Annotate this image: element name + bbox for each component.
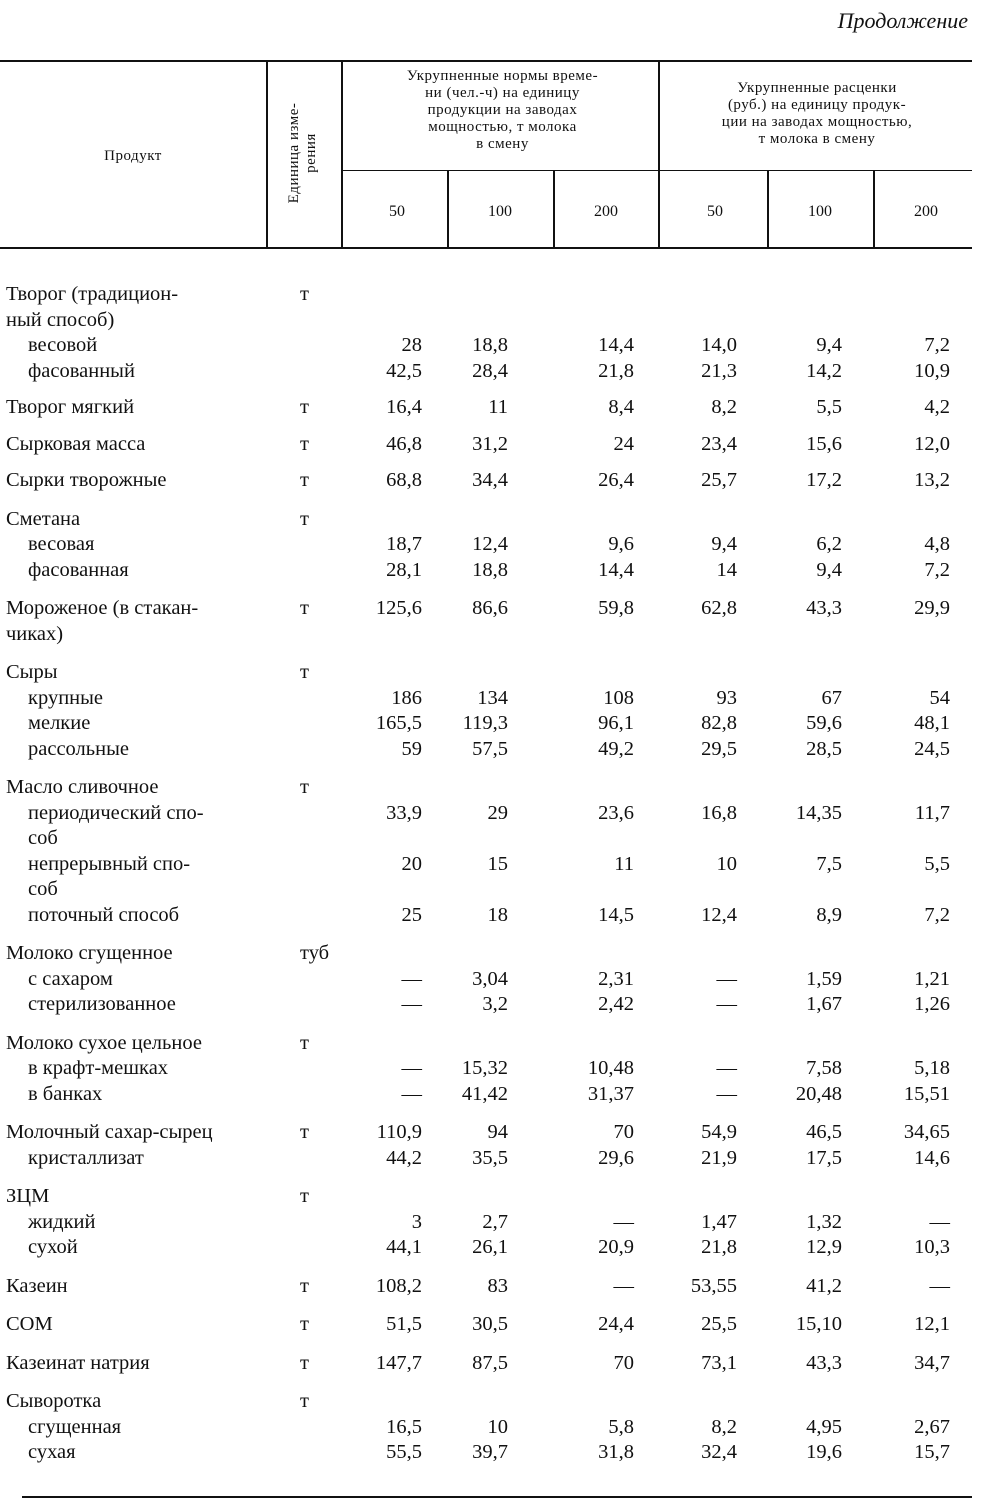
value-cell: 31,8 [598,1441,634,1463]
col-header-time-50: 50 [389,203,405,220]
value-cell: 44,2 [386,1146,422,1169]
row-line [0,1082,992,1108]
product-name: в крафт-мешках [28,1057,169,1079]
value-cell: — [401,1057,422,1079]
table-row [0,941,992,1018]
value-cell: 31,2 [472,432,508,455]
product-name: поточный способ [28,903,180,926]
value-cell: 147,7 [375,1351,422,1374]
product-name: сухая [28,1441,76,1463]
product-name: в банках [28,1082,103,1105]
value-cell: 39,7 [472,1441,508,1463]
product-name: сгущенная [28,1415,122,1438]
value-cell: 53,55 [690,1274,737,1297]
value-cell: 7,58 [806,1057,842,1079]
value-cell: 3,04 [472,967,508,990]
unit-cell: туб [300,942,330,964]
value-cell: 83 [487,1274,508,1297]
value-cell: 3 [411,1210,422,1233]
unit-cell: т [300,1274,309,1297]
value-cell: — [401,993,422,1015]
value-cell: 31,37 [587,1082,634,1105]
value-cell: 15,10 [795,1313,842,1335]
row-line [0,1056,992,1082]
value-cell: 16,4 [386,396,422,418]
value-cell: 67 [821,686,842,709]
unit-cell: т [300,776,309,798]
row-line [0,967,992,993]
value-cell: 14,4 [598,558,634,581]
value-cell: 14,5 [598,903,634,926]
value-cell: 2,7 [482,1210,508,1233]
unit-header [263,60,343,245]
value-cell: 3,2 [482,993,508,1015]
value-cell: — [613,1210,634,1233]
product-name: Сыворотка [6,1390,102,1412]
table-row [0,660,992,762]
value-cell: 8,4 [608,396,634,418]
product-name: Сырковая масса [6,432,146,455]
table-row [0,1184,992,1261]
row-line [0,359,992,385]
unit-cell: т [300,432,309,455]
value-cell: 32,4 [701,1441,737,1463]
value-cell: 15,51 [903,1082,950,1105]
group-time-norms-header: Укрупненные нормы време- ни (чел.-ч) на единицу продукции на заводах мощностью, т молока в смену [406,68,599,152]
product-name: крупные [28,686,104,709]
value-cell: 28 [401,334,422,356]
value-cell: 10,9 [914,359,950,382]
row-line [0,558,992,584]
value-cell: 5,18 [914,1057,950,1079]
table-row [0,1351,992,1377]
value-cell: — [613,1274,634,1297]
row-line [0,1210,992,1236]
header-bottom-rule [0,247,972,249]
table-bottom-rule [22,1496,972,1498]
unit-cell: т [300,661,309,683]
continuation-label: Продолжение [837,8,968,33]
unit-cell: т [300,1121,309,1143]
row-line [0,686,992,712]
col-divider-4 [767,170,769,248]
value-cell: 70 [613,1121,634,1143]
unit-cell: т [300,1351,309,1374]
value-cell: 16,5 [386,1415,422,1438]
value-cell: 49,2 [598,737,634,760]
row-line [0,1312,992,1338]
value-cell: 4,95 [806,1415,842,1438]
value-cell: 26,1 [472,1236,508,1258]
value-cell: 87,5 [472,1351,508,1374]
group-rates-header: Укрупненные расценки (руб.) на единицу продук- ции на заводах мощностью, т молока в смену [721,80,913,147]
value-cell: 10,48 [587,1057,634,1079]
value-cell: 11,7 [914,801,950,824]
value-cell: 25,7 [701,469,737,491]
value-cell: 15,32 [461,1057,508,1079]
table-body [0,270,992,1466]
product-name: ЗЦМ [6,1185,50,1207]
value-cell: 14,6 [914,1146,950,1169]
value-cell: 7,2 [924,558,950,581]
table-row [0,1120,992,1171]
row-line [0,282,992,308]
row-line [0,941,992,967]
product-name: стерилизованное [28,993,176,1015]
value-cell: 5,5 [924,852,950,875]
value-cell: 2,42 [598,993,634,1015]
value-cell: 10,3 [914,1236,950,1258]
unit-cell: т [300,507,309,530]
product-name: Сыры [6,661,58,683]
value-cell: 68,8 [386,469,422,491]
product-name: кристаллизат [28,1146,144,1169]
product-name: Казеин [6,1274,68,1297]
product-name: Творог мягкий [6,396,135,418]
row-line [0,1031,992,1057]
value-cell: — [929,1274,950,1297]
product-name: Масло сливочное [6,776,159,798]
table-row [0,395,992,421]
value-cell: 24,4 [598,1313,634,1335]
value-cell: 44,1 [386,1236,422,1258]
col-divider-groups [658,60,660,248]
value-cell: 28,5 [806,737,842,760]
row-line [0,468,992,494]
product-name: с сахаром [28,967,113,990]
value-cell: 25,5 [701,1313,737,1335]
table-row [0,468,992,494]
value-cell: 35,5 [472,1146,508,1169]
value-cell: 59,8 [598,597,634,619]
value-cell: 34,65 [903,1121,950,1143]
unit-cell: т [300,396,309,418]
table-row [0,1274,992,1300]
product-name: фасованная [28,558,129,581]
value-cell: 7,5 [816,852,842,875]
value-cell: 2,67 [914,1415,950,1438]
row-line [0,1389,992,1415]
col-header-time-200: 200 [594,203,618,220]
value-cell: 34,4 [472,469,508,491]
product-header: Продукт [104,148,162,164]
value-cell: 70 [613,1351,634,1374]
product-name: сухой [28,1236,78,1258]
value-cell: 59 [401,737,422,760]
unit-cell: т [300,1185,309,1207]
product-name: Сметана [6,507,81,530]
value-cell: 21,3 [701,359,737,382]
value-cell: 43,3 [806,1351,842,1374]
product-name: периодический спо- [28,801,204,824]
value-cell: 26,4 [598,469,634,491]
row-line [0,903,992,929]
value-cell: 9,4 [711,533,737,555]
product-name: СОМ [6,1313,53,1335]
unit-cell: т [300,283,309,305]
value-cell: 73,1 [701,1351,737,1374]
value-cell: 29,6 [598,1146,634,1169]
value-cell: 23,4 [701,432,737,455]
product-name: мелкие [28,712,91,734]
value-cell: 18,7 [386,533,422,555]
value-cell: 6,2 [816,533,842,555]
value-cell: 30,5 [472,1313,508,1335]
value-cell: 15 [487,852,508,875]
value-cell: 14,0 [701,334,737,356]
value-cell: 54,9 [701,1121,737,1143]
value-cell: 23,6 [598,801,634,824]
value-cell: 108 [603,686,634,709]
value-cell: — [929,1210,950,1233]
row-line [0,532,992,558]
row-line [0,1274,992,1300]
table-row [0,775,992,928]
value-cell: — [716,993,737,1015]
unit-cell: т [300,469,309,491]
product-name: непрерывный спо- [28,852,191,875]
row-line [0,1440,992,1466]
unit-cell: т [300,1031,309,1054]
value-cell: 54 [929,686,950,709]
product-name: соб [28,827,58,849]
product-name: Сырки творожные [6,469,167,491]
table-row [0,1031,992,1108]
value-cell: — [716,1082,737,1105]
row-line [0,1146,992,1172]
col-header-time-100: 100 [488,203,512,220]
row-line [0,507,992,533]
value-cell: 186 [391,686,422,709]
value-cell: 19,6 [806,1441,842,1463]
value-cell: 46,8 [386,432,422,455]
row-line [0,395,992,421]
table-row [0,432,992,458]
unit-cell: т [300,597,309,619]
row-line [0,992,992,1018]
value-cell: 10 [716,852,737,875]
value-cell: 93 [716,686,737,709]
value-cell: 24 [613,432,634,455]
value-cell: 12,4 [472,533,508,555]
value-cell: 33,9 [386,801,422,824]
value-cell: 59,6 [806,712,842,734]
value-cell: 16,8 [701,801,737,824]
value-cell: 165,5 [375,712,422,734]
value-cell: 82,8 [701,712,737,734]
value-cell: 7,2 [924,903,950,926]
value-cell: 29 [487,801,508,824]
value-cell: 15,6 [806,432,842,455]
value-cell: 25 [401,903,422,926]
value-cell: 57,5 [472,737,508,760]
col-header-rate-100: 100 [808,203,832,220]
value-cell: 46,5 [806,1121,842,1143]
value-cell: 86,6 [472,597,508,619]
value-cell: 4,2 [924,396,950,418]
row-line [0,596,992,622]
unit-header-label: Единица изме- рения [286,102,319,203]
value-cell: 1,47 [701,1210,737,1233]
value-cell: 34,7 [914,1351,950,1374]
row-line [0,801,992,827]
value-cell: 108,2 [375,1274,422,1297]
value-cell: 11 [488,396,508,418]
product-name: Мороженое (в стакан- [6,597,199,619]
row-line [0,877,992,903]
value-cell: 20,48 [795,1082,842,1105]
value-cell: 28,1 [386,558,422,581]
product-name: фасованный [28,359,135,382]
product-name: рассольные [28,737,129,760]
value-cell: 1,59 [806,967,842,990]
value-cell: 21,9 [701,1146,737,1169]
value-cell: 8,2 [711,1415,737,1438]
value-cell: 28,4 [472,359,508,382]
table-row [0,507,992,584]
row-line [0,737,992,763]
table-row [0,1312,992,1338]
value-cell: 5,8 [608,1415,634,1438]
value-cell: 8,9 [816,903,842,926]
value-cell: 41,2 [806,1274,842,1297]
unit-cell: т [300,1390,309,1412]
value-cell: 21,8 [598,359,634,382]
product-name: ный способ) [6,308,115,331]
product-name: весовой [28,334,98,356]
row-line [0,711,992,737]
value-cell: 9,4 [816,334,842,356]
value-cell: 7,2 [924,334,950,356]
col-header-rate-200: 200 [914,203,938,220]
row-line [0,1415,992,1441]
col-header-rate-50: 50 [707,203,723,220]
value-cell: 12,1 [914,1313,950,1335]
value-cell: 14 [716,558,737,581]
value-cell: 14,2 [806,359,842,382]
row-line [0,432,992,458]
value-cell: 15,7 [914,1441,950,1463]
value-cell: 48,1 [914,712,950,734]
value-cell: 1,67 [806,993,842,1015]
row-line [0,1351,992,1377]
value-cell: 17,2 [806,469,842,491]
row-line [0,775,992,801]
value-cell: 5,5 [816,396,842,418]
product-name: Казеинат натрия [6,1351,150,1374]
value-cell: 21,8 [701,1236,737,1258]
product-name: Молоко сгущенное [6,942,173,964]
value-cell: 12,0 [914,432,950,455]
product-name: чиках) [6,622,64,645]
value-cell: 18 [487,903,508,926]
col-divider-2 [553,170,555,248]
table-row [0,1389,992,1466]
row-line [0,852,992,878]
value-cell: 134 [477,686,508,709]
product-name: весовая [28,533,95,555]
row-line [0,622,992,648]
value-cell: 14,35 [795,801,842,824]
value-cell: — [401,967,422,990]
value-cell: 9,4 [816,558,842,581]
value-cell: 62,8 [701,597,737,619]
value-cell: — [716,1057,737,1079]
value-cell: 29,9 [914,597,950,619]
value-cell: 12,4 [701,903,737,926]
value-cell: — [716,967,737,990]
value-cell: 14,4 [598,334,634,356]
value-cell: 17,5 [806,1146,842,1169]
value-cell: 94 [487,1121,508,1143]
product-name: Молочный сахар-сырец [6,1121,213,1143]
value-cell: 125,6 [375,597,422,619]
value-cell: 55,5 [386,1441,422,1463]
product-name: Молоко сухое цельное [6,1031,202,1054]
value-cell: 8,2 [711,396,737,418]
row-line [0,1120,992,1146]
row-line [0,308,992,334]
table-row [0,282,992,384]
col-divider-5 [873,170,875,248]
value-cell: 10 [487,1415,508,1438]
value-cell: 110,9 [376,1121,422,1143]
value-cell: — [401,1082,422,1105]
value-cell: 41,42 [461,1082,508,1105]
value-cell: 29,5 [701,737,737,760]
value-cell: 1,26 [914,993,950,1015]
value-cell: 11 [614,852,634,875]
value-cell: 9,6 [608,533,634,555]
value-cell: 96,1 [598,712,634,734]
row-line [0,333,992,359]
row-line [0,826,992,852]
product-name: жидкий [28,1210,96,1233]
value-cell: 4,8 [924,533,950,555]
value-cell: 20 [401,852,422,875]
value-cell: 24,5 [914,737,950,760]
value-cell: 18,8 [472,558,508,581]
value-cell: 51,5 [386,1313,422,1335]
row-line [0,1235,992,1261]
row-line [0,1184,992,1210]
unit-cell: т [300,1313,309,1335]
value-cell: 20,9 [598,1236,634,1258]
product-name: соб [28,878,58,900]
value-cell: 12,9 [806,1236,842,1258]
top-rule [0,60,972,62]
value-cell: 13,2 [914,469,950,491]
value-cell: 1,32 [806,1210,842,1233]
value-cell: 18,8 [472,334,508,356]
value-cell: 2,31 [598,967,634,990]
value-cell: 119,3 [462,712,508,734]
value-cell: 1,21 [914,967,950,990]
table-row [0,596,992,647]
value-cell: 43,3 [806,597,842,619]
col-divider-1 [447,170,449,248]
product-name: Творог (традицион- [6,283,179,305]
row-line [0,660,992,686]
value-cell: 42,5 [386,359,422,382]
